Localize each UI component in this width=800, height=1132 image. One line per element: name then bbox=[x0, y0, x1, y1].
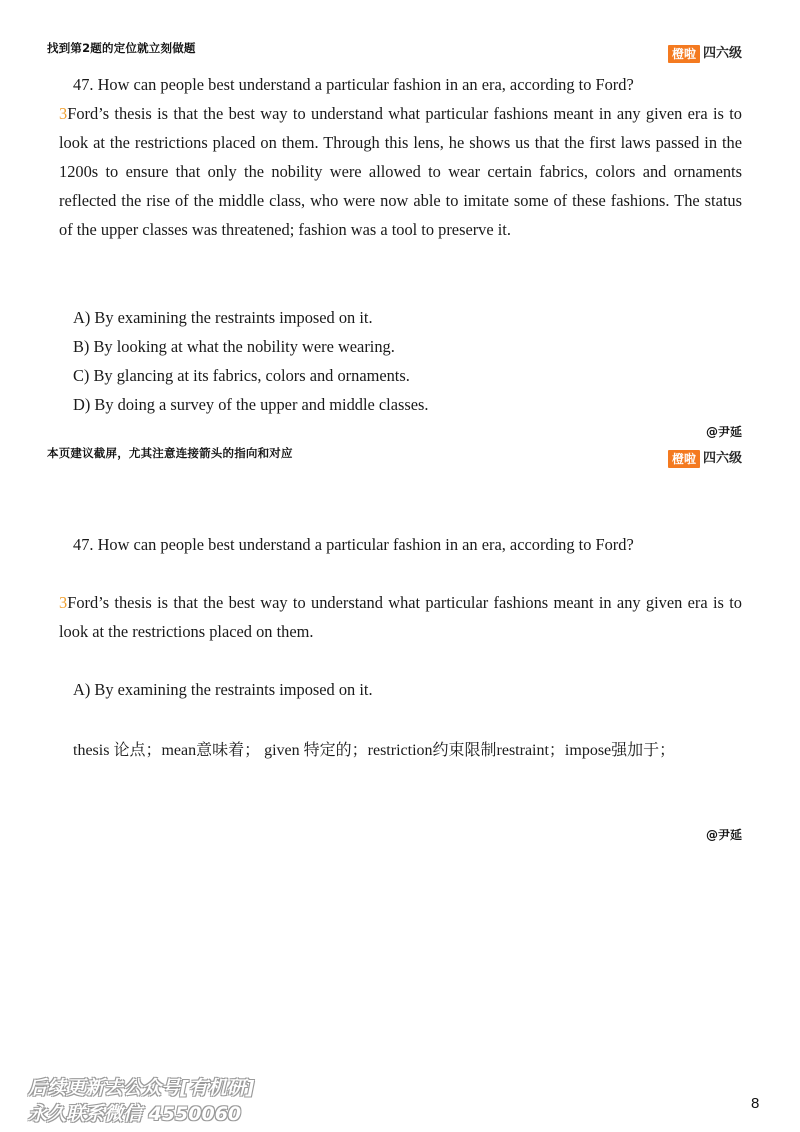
brand-text: 四六级 bbox=[702, 451, 742, 466]
brand-tag: 橙啦 bbox=[668, 450, 700, 468]
option-b: B) By looking at what the nobility were wearing. bbox=[73, 337, 395, 356]
brand-logo bbox=[668, 45, 742, 63]
brand-tag: 橙啦 bbox=[668, 45, 700, 63]
question-47-repeat: 47. How can people best understand a particular fashion in an era, according to Ford? bbox=[73, 535, 634, 554]
header-note: 找到第2题的定位就立刻做题 bbox=[47, 41, 196, 55]
vocabulary-notes: thesis 论点；mean意味着； given 特定的；restriction约束限制restraint；impose强加于； bbox=[73, 742, 676, 759]
paragraph-number: 3 bbox=[59, 593, 68, 612]
paragraph-text: Ford’s thesis is that the best way to understand what particular fashions meant in any given era is to look at the restrictions placed on them. Through this lens, he shows us that the first laws passed in the 1200s to ensure that only the nobility were allowed to wear certain fabrics, colors and ornaments reflected the rise of the middle class, who were now able to imitate some of these fashions. The status of the upper classes was threatened; fashion was a tool to preserve it. bbox=[59, 104, 742, 239]
author-signature-2: @尹延 bbox=[705, 828, 742, 842]
paragraph-number: 3 bbox=[59, 104, 68, 123]
watermark-line-1: 后续更新去公众号[有机研] bbox=[28, 1077, 255, 1099]
option-a: A) By examining the restraints imposed on it. bbox=[73, 308, 373, 327]
brand-logo-2 bbox=[668, 450, 742, 468]
option-c: C) By glancing at its fabrics, colors and ornaments. bbox=[73, 366, 410, 385]
question-47: 47. How can people best understand a particular fashion in an era, according to Ford? bbox=[73, 75, 634, 94]
options-list bbox=[73, 303, 429, 419]
page-number: 8 bbox=[751, 1095, 760, 1112]
passage-paragraph bbox=[59, 99, 742, 244]
brand-text: 四六级 bbox=[702, 46, 742, 61]
author-signature: @尹延 bbox=[705, 425, 742, 439]
option-d: D) By doing a survey of the upper and middle classes. bbox=[73, 395, 429, 414]
key-sentence-text: Ford’s thesis is that the best way to understand what particular fashions meant in any given era is to look at the restrictions placed on them. bbox=[59, 593, 742, 641]
key-sentence bbox=[59, 588, 742, 646]
watermark-line-2: 永久联系微信 4550060 bbox=[28, 1103, 242, 1125]
screenshot-note: 本页建议截屏，尤其注意连接箭头的指向和对应 bbox=[47, 446, 293, 460]
correct-answer: A) By examining the restraints imposed on it. bbox=[73, 680, 373, 699]
